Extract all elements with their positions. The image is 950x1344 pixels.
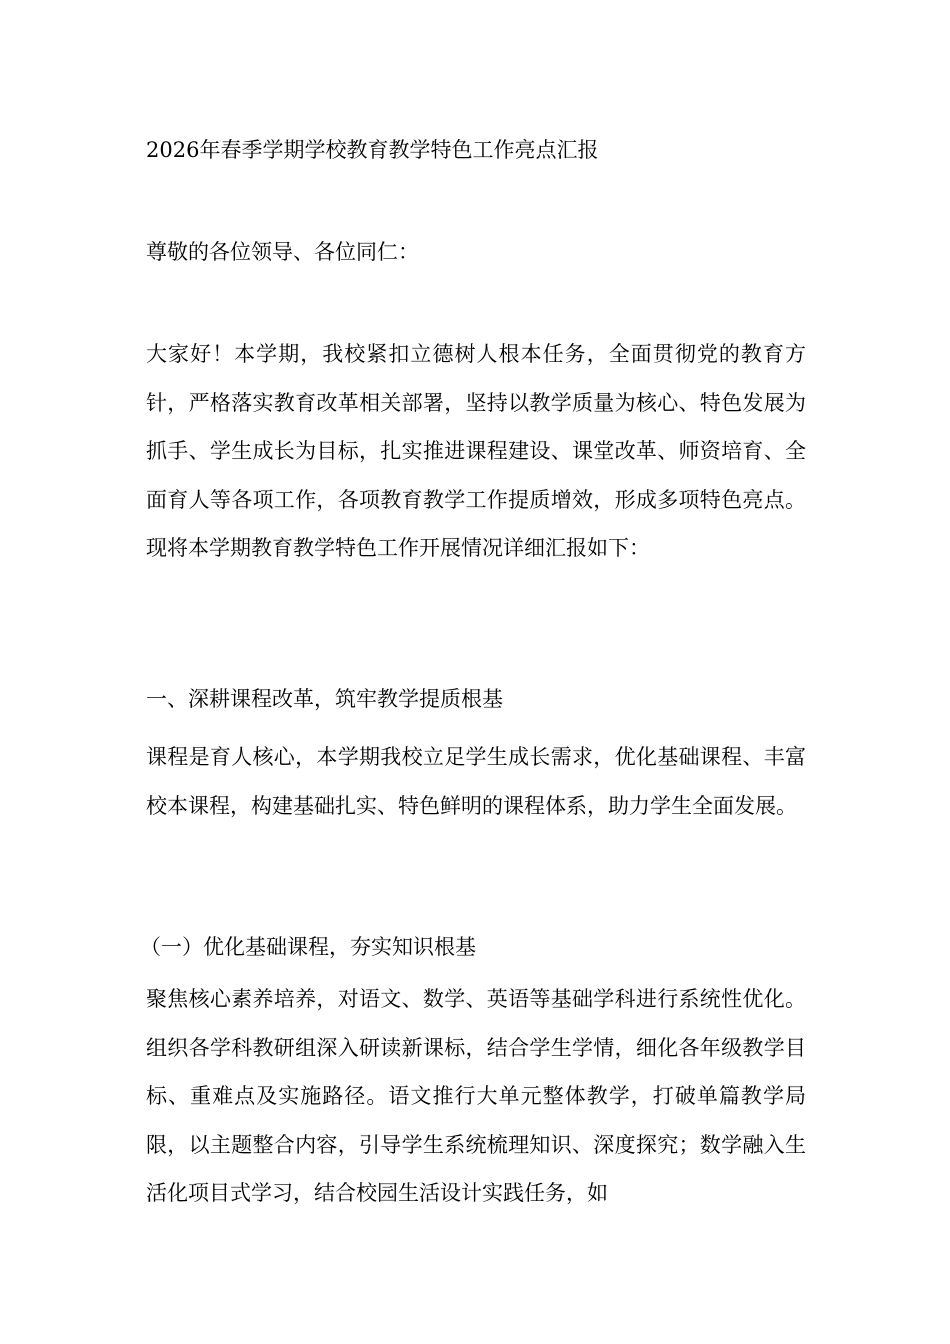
section-heading-1: 一、深耕课程改革，筑牢教学提质根基 — [146, 687, 503, 711]
document-title: 2026年春季学期学校教育教学特色工作亮点汇报 — [146, 138, 599, 162]
intro-paragraph: 大家好！本学期，我校紧扣立德树人根本任务，全面贯彻党的教育方针，严格落实教育改革相关部署，坚持以教学质量为核心、特色发展为抓手、学生成长为目标，扎实推进课程建设、课堂改革、师资培育、全面育人等各项工作，各项教育教学工作提质增效，形成多项特色亮点。现将本学期教育教学特色工作开展情况详细汇报如下： — [146, 342, 806, 561]
section-1-paragraph: 课程是育人核心，本学期我校立足学生成长需求，优化基础课程、丰富校本课程，构建基础扎实、特色鲜明的课程体系，助力学生全面发展。 — [146, 745, 806, 818]
salutation: 尊敬的各位领导、各位同仁： — [146, 240, 419, 264]
subsection-1-paragraph: 聚焦核心素养培养，对语文、数学、英语等基础学科进行系统性优化。组织各学科教研组深入研读新课标，结合学生学情，细化各年级教学目标、重难点及实施路径。语文推行大单元整体教学，打破单篇教学局限，以主题整合内容，引导学生系统梳理知识、深度探究；数学融入生活化项目式学习，结合校园生活设计实践任务，如 — [146, 987, 806, 1206]
subsection-heading-1: （一）优化基础课程，夯实知识根基 — [140, 935, 476, 959]
